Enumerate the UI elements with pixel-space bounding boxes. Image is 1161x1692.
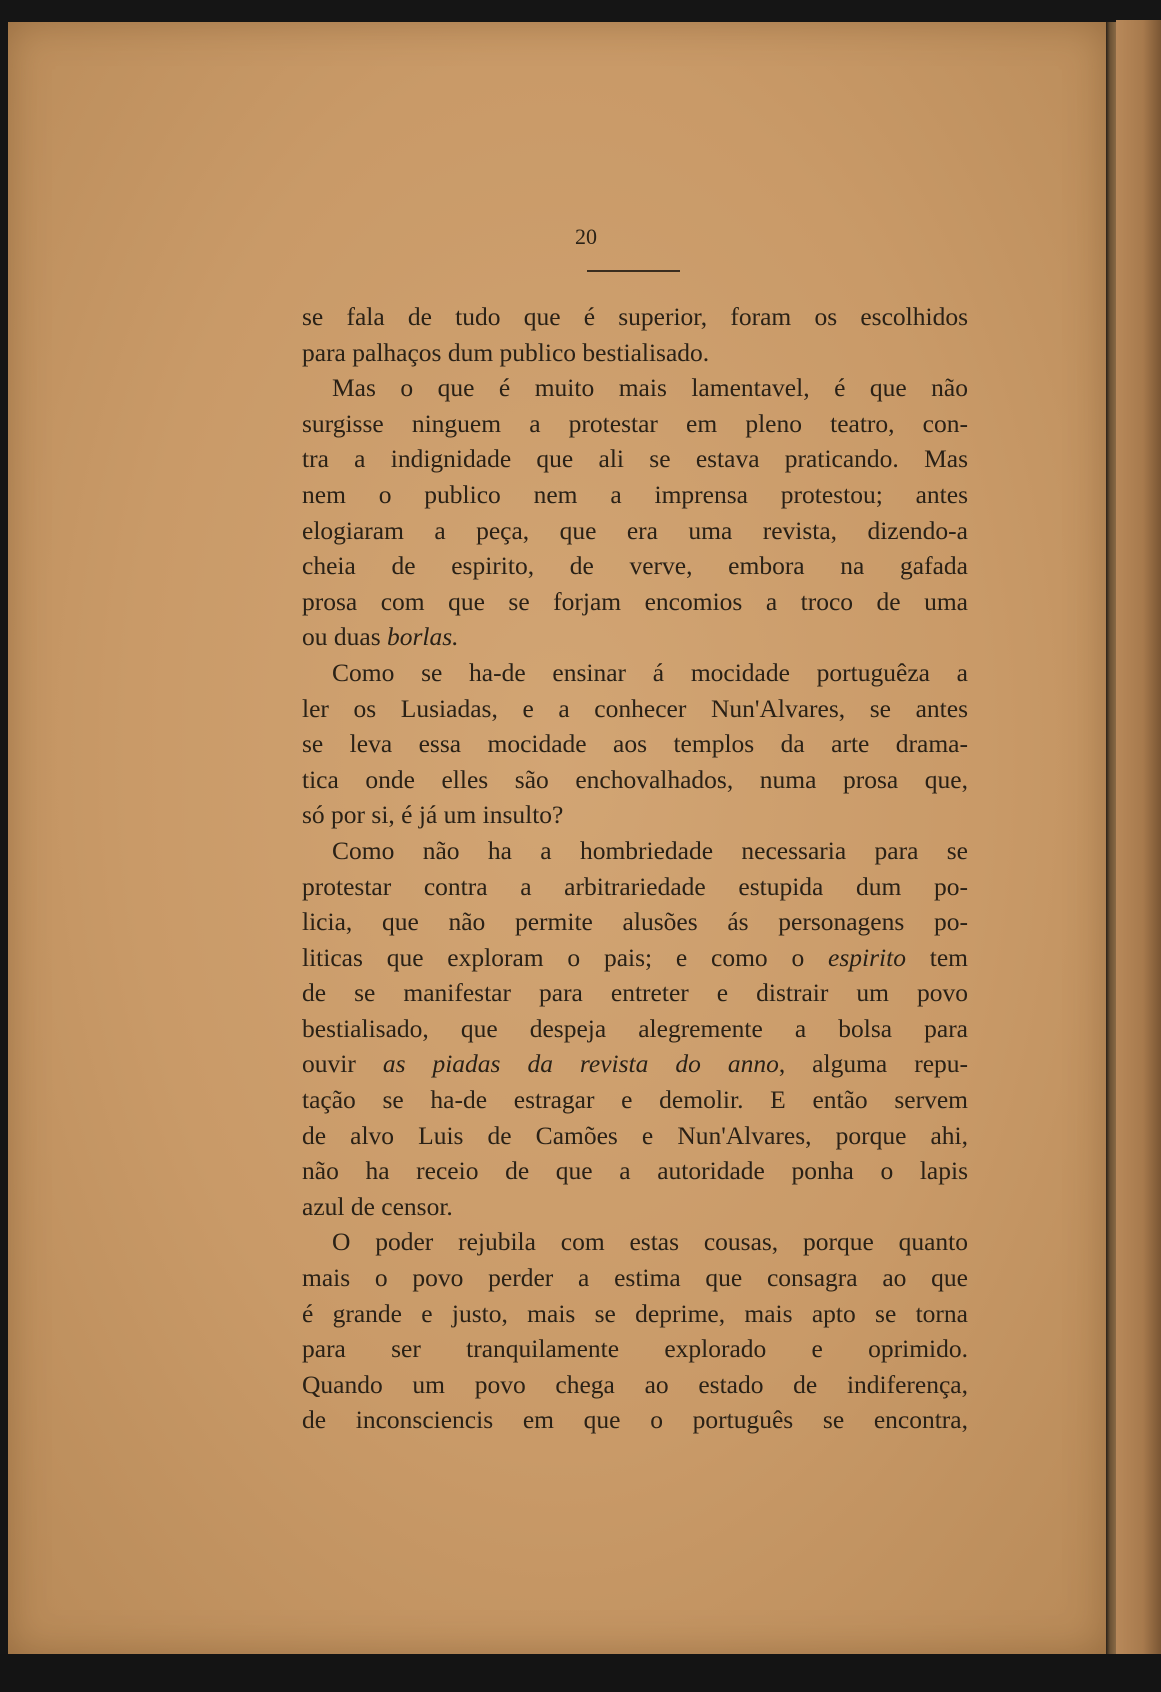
text-segment: é grande e justo, mais se deprime, mais apto se torna bbox=[302, 1298, 968, 1328]
text-segment: protestar contra a arbitrariedade estupida dum po- bbox=[302, 871, 968, 901]
text-segment: só por si, é já um insulto? bbox=[302, 800, 564, 830]
text-segment: de inconsciencis em que o português se encontra, bbox=[302, 1405, 968, 1435]
text-line bbox=[302, 975, 968, 1011]
text-line bbox=[302, 1082, 968, 1118]
text-segment: Quando um povo chega ao estado de indiferença, bbox=[302, 1369, 968, 1399]
text-line bbox=[302, 762, 968, 798]
text-segment: nem o publico nem a imprensa protestou; antes bbox=[302, 479, 968, 509]
text-segment: surgisse ninguem a protestar em pleno teatro, con- bbox=[302, 408, 968, 438]
text-line bbox=[302, 1189, 968, 1225]
text-segment: , alguma repu- bbox=[778, 1049, 969, 1079]
text-segment: para palhaços dum publico bestialisado. bbox=[302, 337, 710, 367]
text-line bbox=[302, 797, 968, 833]
text-line bbox=[302, 548, 968, 584]
text-line bbox=[302, 406, 968, 442]
scan-bottom-border bbox=[0, 1654, 1161, 1692]
text-segment: se fala de tudo que é superior, foram os escolhidos bbox=[302, 302, 968, 331]
text-line bbox=[302, 904, 968, 940]
text-segment: bestialisado, que despeja alegremente a bolsa para bbox=[302, 1013, 968, 1043]
text-segment: de se manifestar para entreter e distrair um povo bbox=[302, 978, 968, 1008]
text-segment: azul de censor. bbox=[302, 1191, 453, 1221]
text-segment: Mas o que é muito mais lamentavel, é que não bbox=[332, 373, 968, 403]
italic-text: borlas. bbox=[387, 622, 459, 652]
text-line bbox=[302, 1402, 968, 1438]
italic-text: as piadas da revista do anno bbox=[382, 1049, 779, 1079]
text-line bbox=[302, 619, 968, 655]
text-segment: cheia de espirito, de verve, embora na gafada bbox=[302, 551, 968, 581]
text-line bbox=[302, 1331, 968, 1367]
body-text bbox=[302, 299, 968, 1438]
text-line bbox=[302, 1296, 968, 1332]
text-segment: elogiaram a peça, que era uma revista, dizendo-a bbox=[302, 515, 968, 545]
text-line bbox=[302, 833, 968, 869]
text-line bbox=[302, 691, 968, 727]
text-segment: se leva essa mocidade aos templos da arte drama- bbox=[302, 729, 968, 759]
text-segment: O poder rejubila com estas cousas, porque quanto bbox=[332, 1227, 968, 1257]
text-segment: ler os Lusiadas, e a conhecer Nun'Alvares, se antes bbox=[302, 693, 968, 723]
text-line bbox=[302, 584, 968, 620]
text-segment: para ser tranquilamente explorado e oprimido. bbox=[302, 1334, 968, 1364]
book-page bbox=[8, 22, 1106, 1654]
text-segment: licia, que não permite alusões ás personagens po- bbox=[302, 907, 968, 937]
text-segment: tra a indignidade que ali se estava praticando. Mas bbox=[302, 444, 968, 474]
text-line bbox=[302, 299, 968, 335]
text-segment: tação se ha-de estragar e demolir. E então servem bbox=[302, 1085, 968, 1115]
text-segment: tica onde elles são enchovalhados, numa prosa que, bbox=[302, 764, 968, 794]
text-segment: prosa com que se forjam encomios a troco de uma bbox=[302, 586, 968, 616]
text-line bbox=[302, 513, 968, 549]
page-number: 20 bbox=[575, 224, 597, 249]
text-line bbox=[302, 1260, 968, 1296]
text-line bbox=[302, 1153, 968, 1189]
text-segment: Como não ha a hombriedade necessaria para se bbox=[332, 835, 968, 865]
text-line bbox=[302, 940, 968, 976]
text-line bbox=[302, 726, 968, 762]
text-line bbox=[302, 1224, 968, 1260]
text-line bbox=[302, 1011, 968, 1047]
text-segment: liticas que exploram o pais; e como o bbox=[302, 942, 829, 972]
text-line bbox=[302, 1367, 968, 1403]
text-segment: ou duas bbox=[302, 622, 387, 652]
text-line bbox=[302, 1046, 968, 1082]
text-segment: não ha receio de que a autoridade ponha o lapis bbox=[302, 1156, 968, 1186]
text-segment: ouvir bbox=[302, 1049, 383, 1079]
text-segment: mais o povo perder a estima que consagra ao que bbox=[302, 1263, 968, 1293]
text-line bbox=[302, 655, 968, 691]
text-line bbox=[302, 869, 968, 905]
adjacent-page-edge bbox=[1116, 20, 1161, 1670]
text-line bbox=[302, 477, 968, 513]
text-line bbox=[302, 1118, 968, 1154]
text-line bbox=[302, 335, 968, 371]
text-segment: Como se ha-de ensinar á mocidade portuguêza a bbox=[332, 657, 968, 687]
text-segment: de alvo Luis de Camões e Nun'Alvares, porque ahi, bbox=[302, 1120, 968, 1150]
text-line bbox=[302, 441, 968, 477]
header-rule bbox=[587, 270, 680, 272]
text-line bbox=[302, 370, 968, 406]
page-edge-shadow bbox=[1106, 22, 1116, 1662]
italic-text: espirito bbox=[828, 942, 906, 972]
text-segment: tem bbox=[905, 942, 968, 972]
